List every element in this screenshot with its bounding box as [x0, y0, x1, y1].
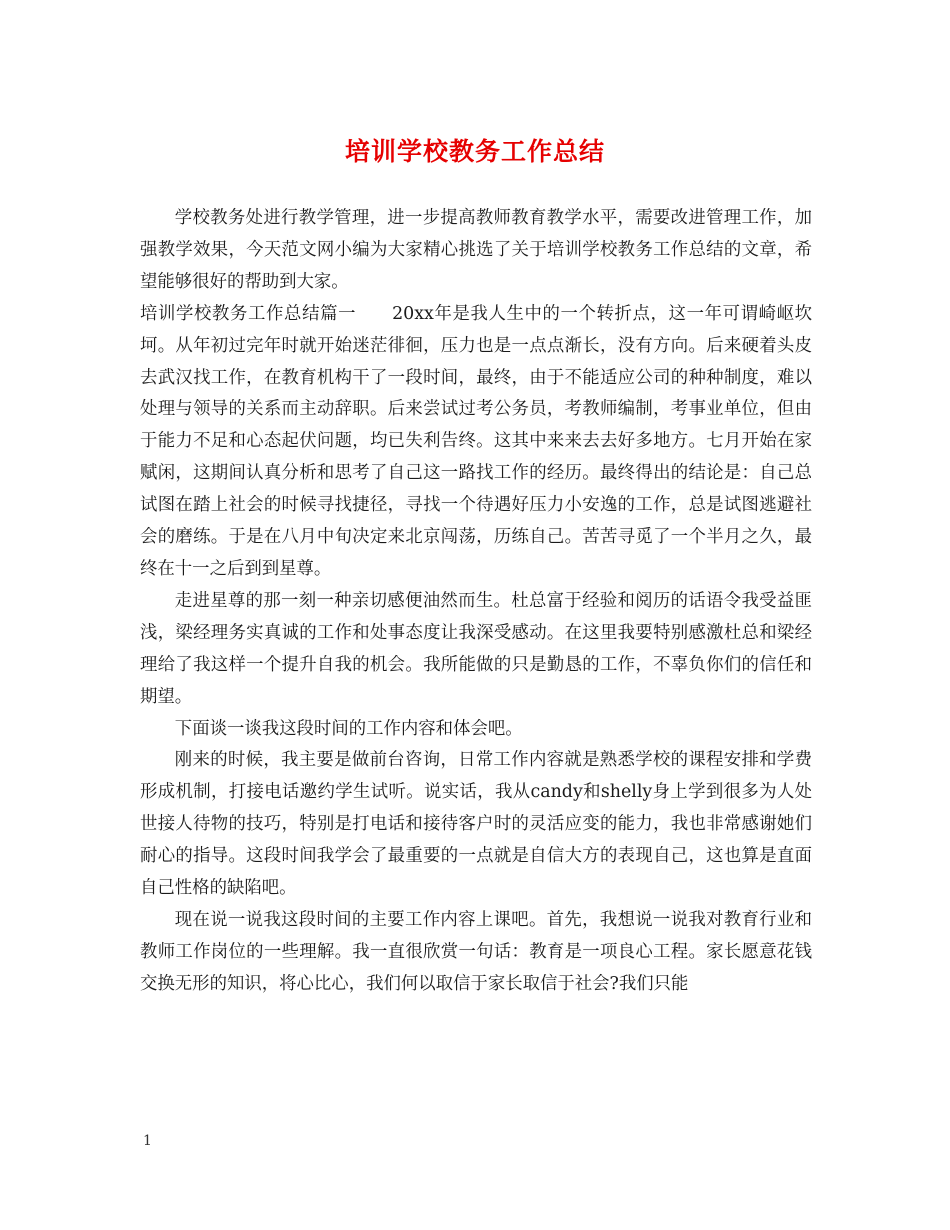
- document-title: 培训学校教务工作总结: [344, 137, 605, 166]
- paragraph-xingzun: 走进星尊的那一刻一种亲切感便油然而生。杜总富于经验和阅历的话语令我受益匪浅，梁经理务实真诚的工作和处事态度让我深受感动。在这里我要特别感激杜总和梁经理给了我这样一个提升自我的机会。我所能做的只是勤恳的工作，不辜负你们的信任和期望。: [140, 590, 812, 707]
- document-body: [140, 203, 812, 1001]
- paragraph-intro: 学校教务处进行教学管理，进一步提高教师教育教学水平，需要改进管理工作，加强教学效果，今天范文网小编为大家精心挑选了关于培训学校教务工作总结的文章，希望能够很好的帮助到大家。: [140, 208, 812, 292]
- paragraph-work-content: 下面谈一谈我这段时间的工作内容和体会吧。: [174, 718, 523, 739]
- paragraph-section-one: 培训学校教务工作总结篇一 20xx年是我人生中的一个转折点，这一年可谓崎岖坎坷。从年初过完年时就开始迷茫徘徊，压力也是一点点渐长，没有方向。后来硬着头皮去武汉找工作，在教育机构干了一段时间，最终，由于不能适应公司的种种制度，难以处理与领导的关系而主动辞职。后来尝试过考公务员，考教师编制，考事业单位，但由于能力不足和心态起伏问题，均已失利告终。这其中来来去去好多地方。七月开始在家赋闲，这期间认真分析和思考了自己这一路找工作的经历。最终得出的结论是：自己总试图在踏上社会的时候寻找捷径，寻找一个待遇好压力小安逸的工作，总是试图逃避社会的磨练。于是在八月中旬决定来北京闯荡，历练自己。苦苦寻觅了一个半月之久，最终在十一之后到到星尊。: [140, 303, 812, 579]
- paragraph-teaching: 现在说一说我这段时间的主要工作内容上课吧。首先，我想说一说我对教育行业和教师工作岗位的一些理解。我一直很欣赏一句话：教育是一项良心工程。家长愿意花钱交换无形的知识，将心比心，我们何以取信于家长取信于社会?我们只能: [140, 909, 812, 994]
- paragraph-front-desk: 刚来的时候，我主要是做前台咨询，日常工作内容就是熟悉学校的课程安排和学费形成机制，打接电话邀约学生试听。说实话，我从candy和shelly身上学到很多为人处世接人待物的技巧，特别是打电话和接待客户时的灵活应变的能力，我也非常感谢她们耐心的指导。这段时间我学会了最重要的一点就是自信大方的表现自己，这也算是直面自己性格的缺陷吧。: [140, 750, 812, 899]
- page-number: 1: [143, 1133, 152, 1149]
